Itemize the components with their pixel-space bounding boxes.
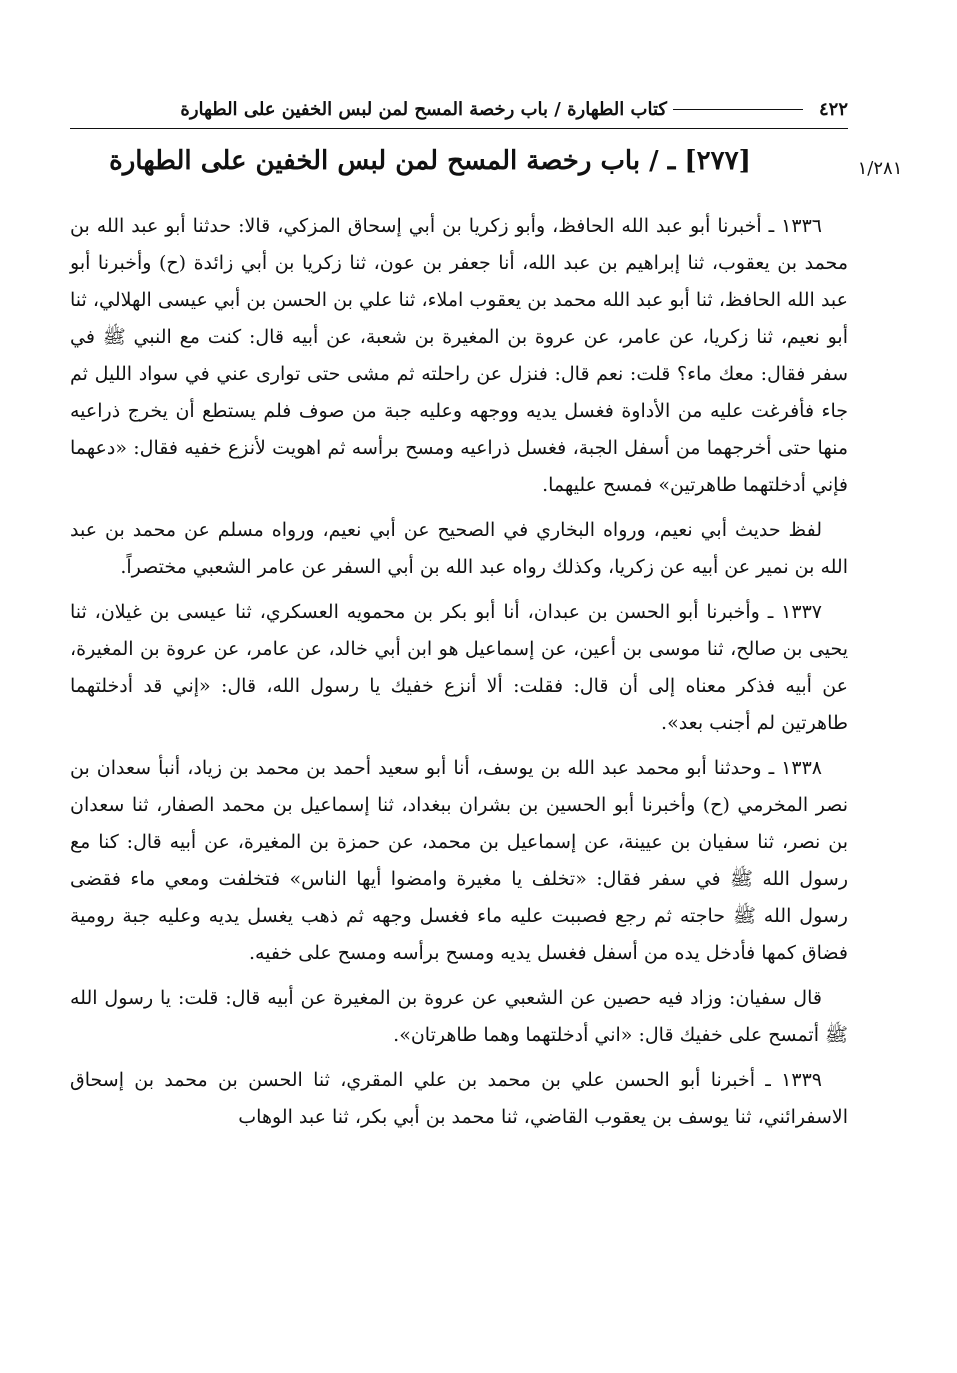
- header-rule: [673, 109, 803, 110]
- chapter-title: [٢٧٧] ـ / باب رخصة المسح لمن لبس الخفين على الطهارة: [109, 146, 751, 176]
- hadith-1337: ١٣٣٧ ـ وأخبرنا أبو الحسن بن عبدان، أنا أبو بكر بن محمويه العسكري، ثنا عيسى بن غيلان، ثنا يحيى بن صالح، ثنا موسى بن أعين، عن إسماعيل هو ابن أبي خالد، عن عامر، عن عروة بن المغيرة، عن أبيه فذكر معناه إلى أن قال: فقلت: ألا أنزع خفيك يا رسول الله، قال: «إني قد أدخلتهما طاهرتين لم أجنب بعد».: [70, 601, 848, 734]
- body-text: [70, 208, 848, 1144]
- hadith-1336: ١٣٣٦ ـ أخبرنا أبو عبد الله الحافظ، وأبو زكريا بن أبي إسحاق المزكي، قالا: حدثنا أبو عبد الله بن محمد بن يعقوب، ثنا إبراهيم بن عبد الله، أنا جعفر بن عون، ثنا زكريا بن أبي زائدة (ح) وأخبرنا أبو عبد الله الحافظ، ثنا أبو عبد الله محمد بن يعقوب املاء، ثنا علي بن الحسن بن أبي عيسى الهلالي، ثنا أبو نعيم، ثنا زكريا، عن عامر، عن عروة بن المغيرة بن شعبة، عن أبيه قال: كنت مع النبي ﷺ في سفر فقال: معك ماء؟ قلت: نعم قال: فنزل عن راحلته ثم مشى حتى توارى عني في سواد الليل ثم جاء فأفرغت عليه من الأداوة فغسل يديه ووجهه وعليه جبة من صوف فلم يستطع أن يخرج ذراعيه منها حتى أخرجهما من أسفل الجبة، فغسل ذراعيه ومسح برأسه ثم اهويت لأنزع خفيه فقال: «دعهما فإني أدخلتهما طاهرتين» فمسح عليهما.: [70, 215, 848, 496]
- hadith-1338: ١٣٣٨ ـ وحدثنا أبو محمد عبد الله بن يوسف، أنا أبو سعيد أحمد بن محمد بن زياد، أنبأ سعدان بن نصر المخرمي (ح) وأخبرنا أبو الحسين بن بشران ببغداد، ثنا إسماعيل بن محمد الصفار، ثنا سعدان بن نصر، ثنا سفيان بن عيينة، عن إسماعيل بن محمد، عن حمزة بن المغيرة، عن أبيه قال: كنا مع رسول الله ﷺ في سفر فقال: «تخلف يا مغيرة وامضوا أيها الناس» فتخلفت ومعي ماء فقضى رسول الله ﷺ حاجته ثم رجع فصببت عليه ماء فغسل وجهه ثم ذهب يغسل يديه وعليه جبة رومية فضاق كمها فأدخل يده من أسفل فغسل يديه ومسح برأسه ومسح على خفيه.: [70, 757, 848, 964]
- commentary-1338: قال سفيان: وزاد فيه حصين عن الشعبي عن عروة بن المغيرة عن أبيه قال: قلت: يا رسول الله ﷺ أتمسح على خفيك قال: «اني أدخلتهما وهما طاهرتان».: [70, 987, 848, 1046]
- side-reference: ١/٢٨١: [857, 158, 903, 179]
- hadith-1339: ١٣٣٩ ـ أخبرنا أبو الحسن علي بن محمد بن علي المقري، ثنا الحسن بن محمد بن إسحاق الاسفرائني، ثنا يوسف بن يعقوب القاضي، ثنا محمد بن أبي بكر، ثنا عبد الوهاب: [70, 1069, 848, 1128]
- page-number: ٤٢٢: [818, 98, 848, 120]
- header-divider: [70, 128, 848, 129]
- running-header: [70, 94, 848, 124]
- running-title: كتاب الطهارة / باب رخصة المسح لمن لبس الخفين على الطهارة: [180, 98, 667, 120]
- commentary-1336: لفظ حديث أبي نعيم، ورواه البخاري في الصحيح عن أبي نعيم، ورواه مسلم عن محمد بن عبد الله بن نمير عن أبيه عن زكريا، وكذلك رواه عبد الله بن أبي السفر عن عامر الشعبي مختصراً.: [70, 519, 848, 578]
